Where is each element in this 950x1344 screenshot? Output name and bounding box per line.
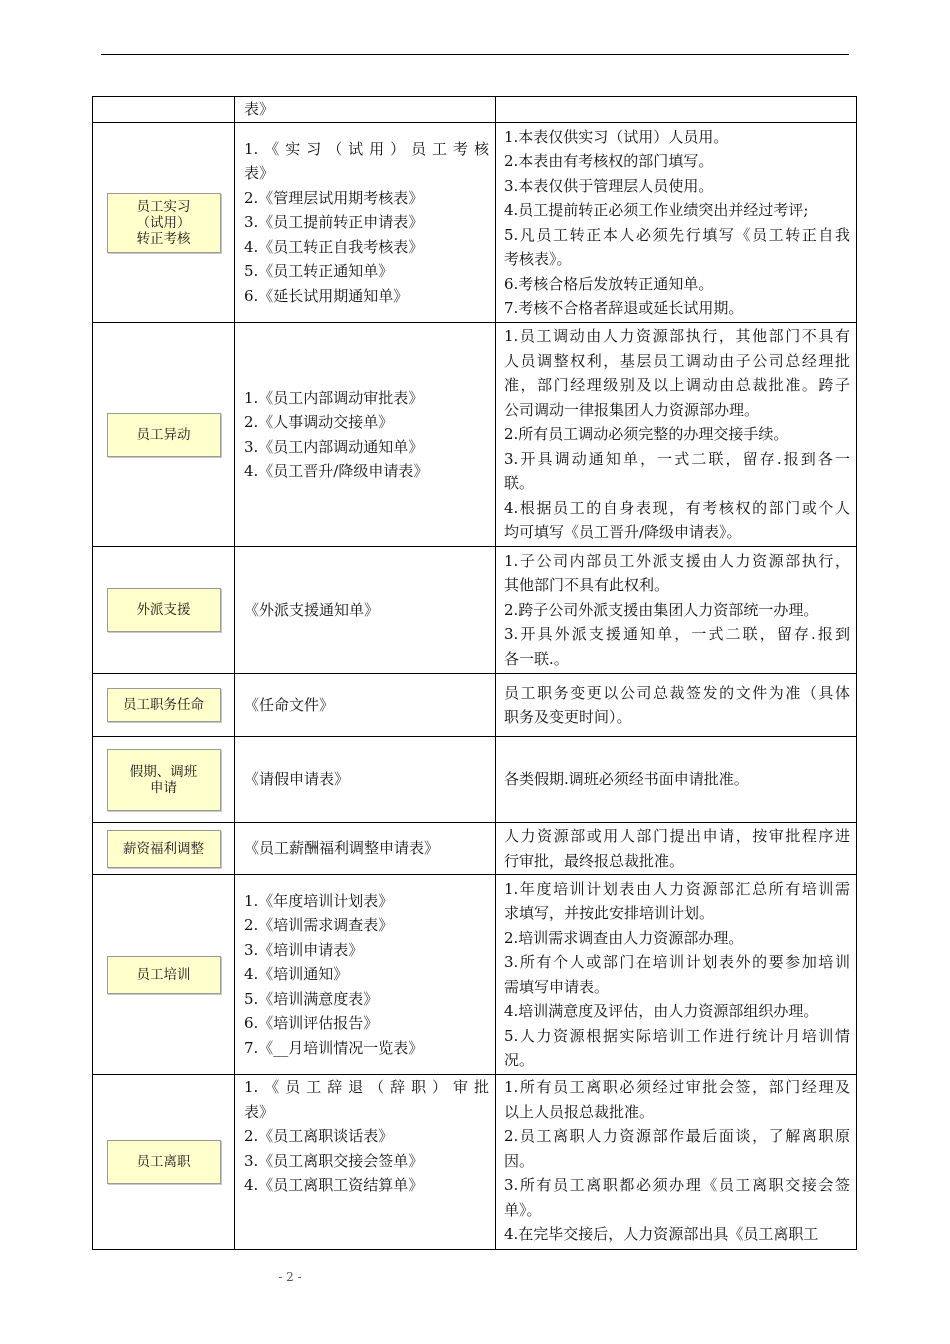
forms-cell <box>235 323 496 547</box>
category-text: 员工职务任命 <box>123 697 204 713</box>
category-label <box>107 956 221 994</box>
note-item: 单》。 <box>504 1200 542 1219</box>
form-item: 2.《员工离职谈话表》 <box>244 1127 394 1145</box>
form-item: 《员工薪酬福利调整申请表》 <box>244 839 440 858</box>
category-label <box>107 588 221 632</box>
note-item: 2.培训需求调查由人力资源部办理。 <box>504 928 744 947</box>
category-cell <box>93 737 235 823</box>
note-item: 2.本表由有考核权的部门填写。 <box>504 152 714 170</box>
page-number: - 2 - <box>278 1270 302 1284</box>
form-item: 《外派支援通知单》 <box>244 600 380 619</box>
forms-cell <box>235 547 496 674</box>
category-label <box>107 1140 221 1184</box>
category-text: 员工实习 （试用） 转正考核 <box>136 198 191 247</box>
note-item: 5.凡员工转正本人必须先行填写《员工转正自我 <box>504 225 850 244</box>
table-row <box>93 323 857 547</box>
forms-cell <box>235 97 496 123</box>
form-item: 3.《员工离职交接会签单》 <box>244 1151 424 1170</box>
note-item: 7.考核不合格者辞退或延长试用期。 <box>504 299 744 317</box>
note-item: 考核表》。 <box>504 250 572 268</box>
form-item: 表》 <box>244 100 275 119</box>
forms-cell <box>235 674 496 737</box>
form-item: 2.《培训需求调查表》 <box>244 916 394 935</box>
category-cell <box>93 1075 235 1250</box>
form-item: 4.《培训通知》 <box>244 965 349 984</box>
note-item: 1.本表仅供实习（试用）人员用。 <box>504 127 729 146</box>
notes-cell <box>496 323 857 547</box>
note-item: 需填写申请表。 <box>504 977 610 996</box>
category-label <box>107 193 221 253</box>
table-row <box>93 875 857 1075</box>
forms-cell <box>235 823 496 875</box>
note-item: 其他部门不具有此权利。 <box>504 576 670 595</box>
note-item: 求填写，并按此安排培训计划。 <box>504 904 715 922</box>
note-item: 准，部门经理级别及以上调动由总裁批准。跨子 <box>504 376 850 395</box>
forms-cell <box>235 737 496 823</box>
notes-cell <box>496 97 857 123</box>
form-item: 2.《人事调动交接单》 <box>244 413 394 431</box>
category-cell <box>93 123 235 323</box>
category-label <box>107 830 221 868</box>
category-label <box>107 688 221 722</box>
category-cell <box>93 547 235 674</box>
note-item: 3.所有个人或部门在培训计划表外的要参加培训 <box>504 953 850 971</box>
note-item: 5.人力资源根据实际培训工作进行统计月培训情 <box>504 1026 850 1045</box>
note-item: 2.跨子公司外派支援由集团人力资部统一办理。 <box>504 600 819 619</box>
note-item: 人员调整权利，基层员工调动由子公司总经理批 <box>504 351 850 370</box>
note-item: 3.本表仅供于管理层人员使用。 <box>504 176 714 195</box>
form-item: 7.《__月培训情况一览表》 <box>244 1038 424 1057</box>
note-item: 2.所有员工调动必须完整的办理交接手续。 <box>504 425 789 444</box>
form-item: 《任命文件》 <box>244 695 335 714</box>
note-item: 因。 <box>504 1151 535 1170</box>
form-item: 《请假申请表》 <box>244 770 350 789</box>
note-item: 4.员工提前转正必须工作业绩突出并经过考评; <box>504 201 809 219</box>
form-item: 4.《员工转正自我考核表》 <box>244 237 424 256</box>
form-item: 表》 <box>244 164 275 183</box>
category-text: 假期、调班 申请 <box>129 763 198 796</box>
table-row <box>93 547 857 674</box>
category-text: 员工培训 <box>136 966 191 983</box>
note-item: 况。 <box>504 1051 535 1069</box>
form-item: 1.《员工辞退（辞职）审批 <box>244 1078 489 1096</box>
category-text: 薪资福利调整 <box>123 840 204 857</box>
notes-cell <box>496 823 857 875</box>
note-item: 3.开具外派支援通知单，一式二联，留存.报到 <box>504 625 850 644</box>
table-row <box>93 123 857 323</box>
note-item: 各一联.。 <box>504 649 569 668</box>
note-item: 以上人员报总裁批准。 <box>504 1102 655 1121</box>
category-text: 员工异动 <box>136 426 191 443</box>
table-row <box>93 737 857 823</box>
forms-cell <box>235 1075 496 1250</box>
note-item: 6.考核合格后发放转正通知单。 <box>504 274 714 293</box>
notes-cell <box>496 547 857 674</box>
form-item: 5.《培训满意度表》 <box>244 989 379 1008</box>
notes-cell <box>496 123 857 323</box>
notes-cell <box>496 737 857 823</box>
category-text: 外派支援 <box>136 602 191 618</box>
hr-procedure-table <box>92 96 857 1250</box>
note-item: 各类假期.调班必须经书面申请批准。 <box>504 770 749 789</box>
note-item: 行审批，最终报总裁批准。 <box>504 851 685 870</box>
forms-cell <box>235 875 496 1075</box>
form-item: 1.《年度培训计划表》 <box>244 891 394 910</box>
form-item: 表》 <box>244 1102 275 1121</box>
note-item: 2.员工离职人力资源部作最后面谈，了解离职原 <box>504 1127 850 1145</box>
header-rule <box>101 54 849 55</box>
category-label <box>107 749 221 811</box>
form-item: 3.《培训申请表》 <box>244 940 364 959</box>
note-item: 4.在完毕交接后，人力资源部出具《员工离职工 <box>504 1225 819 1243</box>
note-item: 4.根据员工的自身表现，有考核权的部门或个人 <box>504 498 850 517</box>
table-row <box>93 674 857 737</box>
category-cell <box>93 674 235 737</box>
form-item: 6.《培训评估报告》 <box>244 1014 379 1033</box>
note-item: 均可填写《员工晋升/降级申请表》。 <box>504 523 742 542</box>
forms-cell <box>235 123 496 323</box>
note-item: 3.开具调动通知单，一式二联，留存.报到各一 <box>504 449 850 468</box>
category-cell <box>93 323 235 547</box>
note-item: 1.所有员工离职必须经过审批会签，部门经理及 <box>504 1078 850 1096</box>
form-item: 1.《实习（试用）员工考核 <box>244 139 489 158</box>
form-item: 1.《员工内部调动审批表》 <box>244 388 424 407</box>
note-item: 3.所有员工离职都必须办理《员工离职交接会签 <box>504 1176 850 1194</box>
category-cell <box>93 875 235 1075</box>
category-cell <box>93 823 235 875</box>
note-item: 4.培训满意度及评估，由人力资源部组织办理。 <box>504 1002 819 1020</box>
form-item: 6.《延长试用期通知单》 <box>244 286 409 305</box>
note-item: 1.员工调动由人力资源部执行，其他部门不具有 <box>504 327 850 346</box>
note-item: 人力资源部或用人部门提出申请，按审批程序进 <box>504 827 850 845</box>
table-row <box>93 823 857 875</box>
table-row <box>93 1075 857 1250</box>
form-item: 3.《员工内部调动通知单》 <box>244 437 424 456</box>
note-item: 公司调动一律报集团人力资源部办理。 <box>504 400 760 419</box>
note-item: 1.子公司内部员工外派支援由人力资源部执行， <box>504 551 850 570</box>
note-item: 1.年度培训计划表由人力资源部汇总所有培训需 <box>504 879 850 898</box>
note-item: 员工职务变更以公司总裁签发的文件为准（具体 <box>504 683 850 702</box>
form-item: 4.《员工离职工资结算单》 <box>244 1176 424 1194</box>
category-label <box>107 413 221 457</box>
form-item: 2.《管理层试用期考核表》 <box>244 188 424 207</box>
category-text: 员工离职 <box>136 1154 191 1170</box>
notes-cell <box>496 1075 857 1250</box>
notes-cell <box>496 875 857 1075</box>
category-cell <box>93 97 235 123</box>
form-item: 5.《员工转正通知单》 <box>244 262 394 281</box>
form-item: 4.《员工晋升/降级申请表》 <box>244 462 429 480</box>
table-row <box>93 97 857 123</box>
note-item: 联。 <box>504 474 535 493</box>
note-item: 职务及变更时间）。 <box>504 708 632 726</box>
form-item: 3.《员工提前转正申请表》 <box>244 213 424 232</box>
notes-cell <box>496 674 857 737</box>
